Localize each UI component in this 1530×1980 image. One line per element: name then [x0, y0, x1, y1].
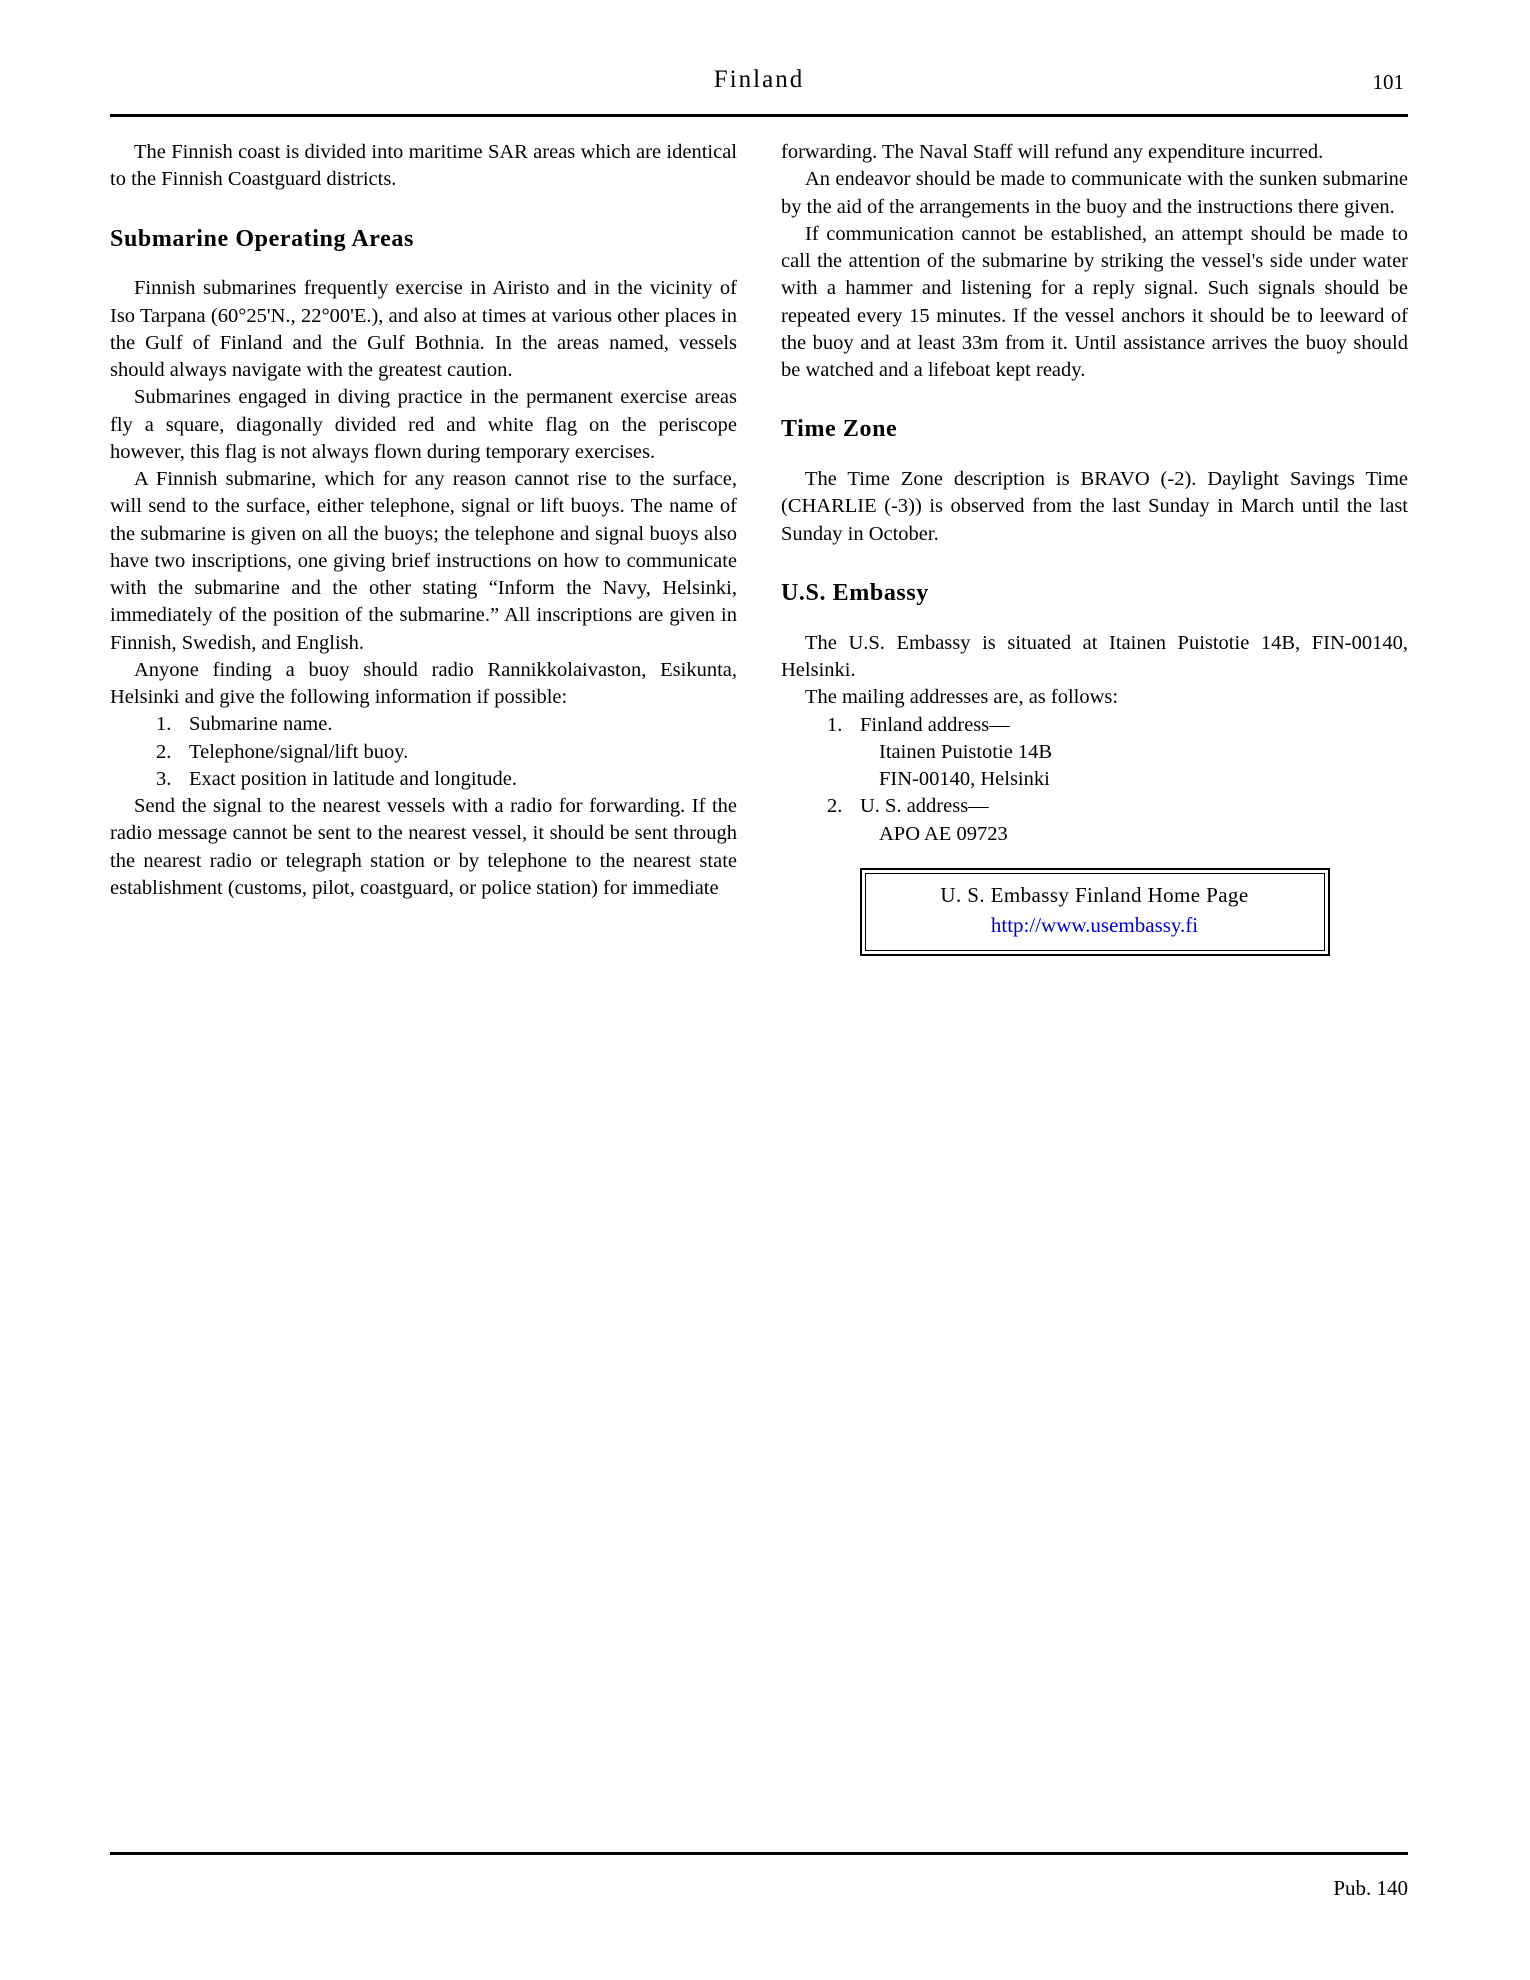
paragraph: An endeavor should be made to communicate with the sunken submarine by the aid of the arrangements in the buoy and the instructions there given.: [781, 168, 1408, 218]
paragraph: The Time Zone description is BRAVO (-2). Daylight Savings Time (CHARLIE (-3)) is observed from the last Sunday in March until the last Sunday in October.: [781, 468, 1408, 545]
list-item-text: Exact position in latitude and longitude.: [189, 767, 517, 790]
list-item-text: Submarine name.: [189, 713, 333, 736]
list-item: [110, 711, 737, 738]
paragraph: Anyone finding a buoy should radio Rannikkolaivaston, Esikunta, Helsinki and give the following information if possible:: [110, 658, 737, 709]
list-item: [781, 793, 1408, 820]
list-item-number: 2.: [156, 740, 172, 763]
embassy-box-title: U. S. Embassy Finland Home Page: [940, 882, 1249, 907]
section-heading-time-zone: Time Zone: [781, 416, 898, 443]
list-item: [110, 766, 737, 793]
embassy-home-page-link[interactable]: http://www.usembassy.fi: [990, 912, 1199, 937]
list-item-number: 2.: [827, 795, 843, 818]
footer-rule: [110, 1852, 1408, 1855]
embassy-home-page-box-inner: [865, 873, 1325, 951]
paragraph: The U.S. Embassy is situated at Itainen Puistotie 14B, FIN-00140, Helsinki.: [781, 631, 1408, 682]
page-header: [110, 66, 1408, 108]
address-line: Itainen Puistotie 14B: [879, 740, 1053, 763]
list-item-text: Finland address—: [860, 713, 1010, 736]
list-item-text: Telephone/signal/lift buoy.: [189, 740, 409, 763]
list-item-number: 1.: [156, 713, 172, 736]
left-column: [110, 139, 737, 956]
list-item: [781, 712, 1408, 739]
paragraph: Send the signal to the nearest vessels with a radio for forwarding. If the radio message cannot be sent to the nearest vessel, it should be sent through the nearest radio or telegraph station or by telephone to the nearest state establishment (customs, pilot, coastguard, or police station) for immediate: [110, 795, 737, 899]
list-item-number: 1.: [827, 713, 843, 736]
page-title: Finland: [713, 66, 805, 93]
two-column-body: [110, 139, 1408, 956]
publication-number: Pub. 140: [1333, 1876, 1408, 1900]
numbered-list: [110, 711, 737, 793]
section-heading-submarine-operating-areas: Submarine Operating Areas: [110, 225, 414, 252]
paragraph: If communication cannot be established, an attempt should be made to call the attention of the submarine by striking the vessel's side under water with a hammer and listening for a reply signal. Such signals should be repeated every 15 minutes. If the vessel anchors it should be to leeward of the buoy and at least 33m from it. Until assistance arrives the buoy should be watched and a lifeboat kept ready.: [781, 222, 1408, 381]
page-content: [110, 66, 1408, 956]
mailing-address-list: [781, 712, 1408, 848]
section-heading-us-embassy: U.S. Embassy: [781, 579, 929, 606]
paragraph: Submarines engaged in diving practice in the permanent exercise areas fly a square, diagonally divided red and white flag on the periscope however, this flag is not always flown during temporary exercises.: [110, 386, 737, 463]
header-rule: [110, 114, 1408, 117]
paragraph: Finnish submarines frequently exercise in Airisto and in the vicinity of Iso Tarpana (60°25'N., 22°00'E.), and also at times at various other places in the Gulf of Finland and the Gulf Bothnia. In the areas named, vessels should always navigate with the greatest caution.: [110, 277, 737, 382]
paragraph: The Finnish coast is divided into maritime SAR areas which are identical to the Finnish Coastguard districts.: [110, 141, 737, 191]
paragraph: The mailing addresses are, as follows:: [805, 686, 1119, 709]
page-number: 101: [1372, 70, 1404, 94]
embassy-home-page-box: [860, 868, 1330, 956]
list-item: [110, 739, 737, 766]
list-item-number: 3.: [156, 767, 172, 790]
address-line: APO AE 09723: [879, 822, 1008, 845]
right-column: [781, 139, 1408, 956]
paragraph: forwarding. The Naval Staff will refund any expenditure incurred.: [781, 141, 1324, 163]
address-line: FIN-00140, Helsinki: [879, 768, 1050, 791]
paragraph: A Finnish submarine, which for any reason cannot rise to the surface, will send to the surface, either telephone, signal or lift buoys. The name of the submarine is given on all the buoys; the telephone and signal buoys also have two inscriptions, one giving brief instructions on how to communicate with the submarine and the other stating “Inform the Navy, Helsinki, immediately of the position of the submarine.” All inscriptions are given in Finnish, Swedish, and English.: [110, 468, 737, 654]
list-item-text: U. S. address—: [860, 795, 989, 818]
